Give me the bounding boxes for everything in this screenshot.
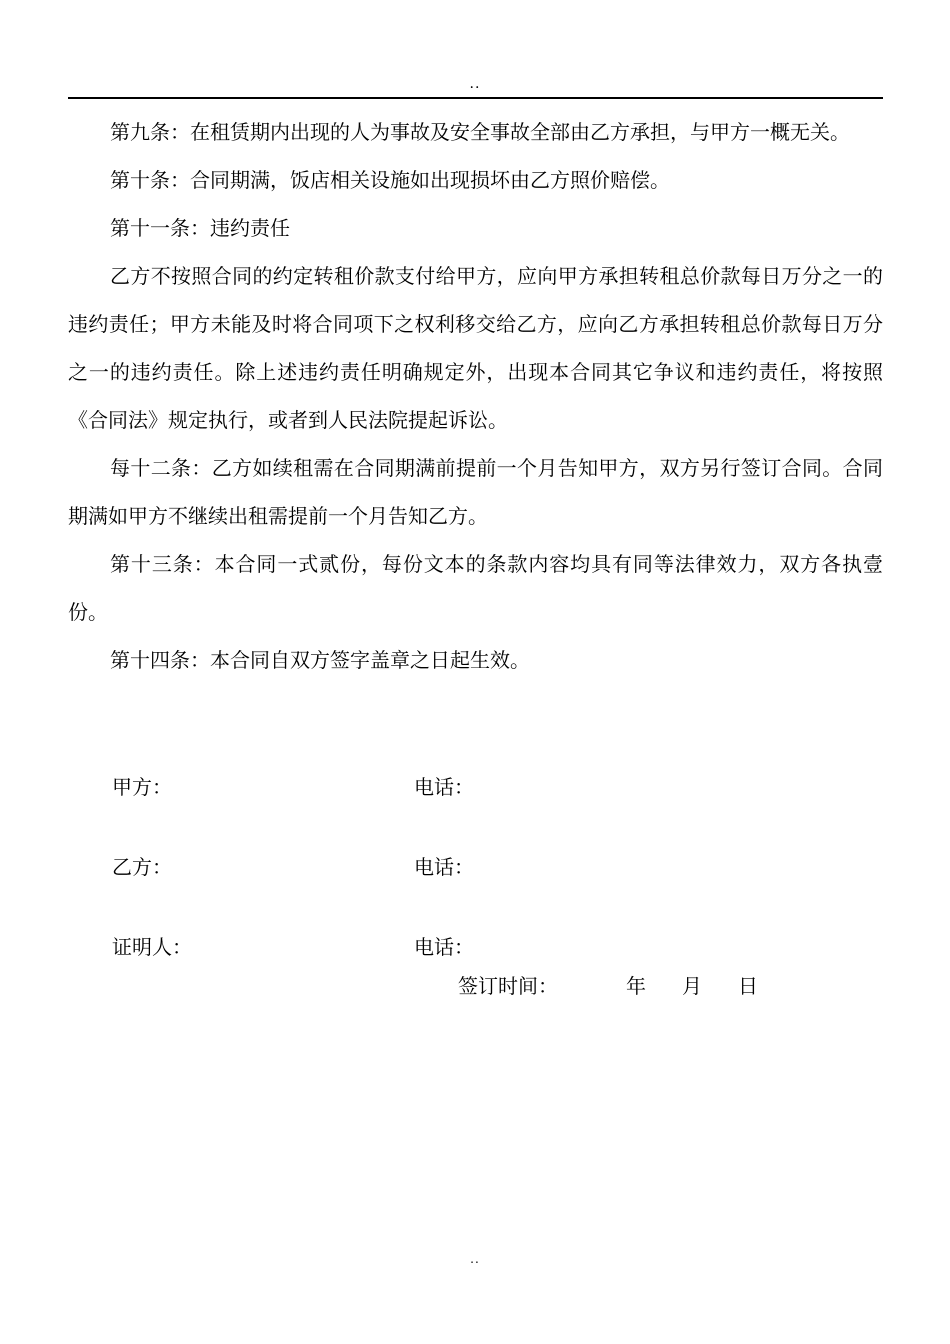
- clause-9: 第九条：在租赁期内出现的人为事故及安全事故全部由乙方承担，与甲方一概无关。: [110, 120, 850, 144]
- footer-mark: ..: [470, 1252, 480, 1266]
- sign-date-year: 年: [626, 974, 646, 998]
- clause-12: 每十二条：乙方如续租需在合同期满前提前一个月告知甲方，双方另行签订合同。合同期满如甲方不继续出租需提前一个月告知乙方。: [68, 456, 883, 528]
- witness-label: 证明人：: [112, 935, 192, 959]
- clause-14: 第十四条：本合同自双方签字盖章之日起生效。: [110, 648, 530, 672]
- party-b-label: 乙方：: [112, 855, 172, 879]
- sign-date-day: 日: [738, 974, 758, 998]
- clause-13: 第十三条：本合同一式贰份，每份文本的条款内容均具有同等法律效力，双方各执壹份。: [68, 552, 883, 624]
- sign-date-month: 月: [682, 974, 702, 998]
- sign-date-label: 签订时间：: [458, 974, 558, 998]
- witness-phone-label: 电话：: [414, 935, 474, 959]
- clause-11-title: 第十一条：违约责任: [110, 216, 290, 240]
- party-a-label: 甲方：: [112, 775, 172, 799]
- clause-10: 第十条：合同期满，饭店相关设施如出现损坏由乙方照价赔偿。: [110, 168, 670, 192]
- party-a-phone-label: 电话：: [414, 775, 474, 799]
- party-b-phone-label: 电话：: [414, 855, 474, 879]
- contract-body: [68, 108, 883, 684]
- header-rule: [68, 97, 883, 99]
- header-mark: ..: [469, 76, 481, 92]
- clause-11-body: 乙方不按照合同的约定转租价款支付给甲方，应向甲方承担转租总价款每日万分之一的违约责任；甲方未能及时将合同项下之权利移交给乙方，应向乙方承担转租总价款每日万分之一的违约责任。除上述违约责任明确规定外，出现本合同其它争议和违约责任，将按照《合同法》规定执行，或者到人民法院提起诉讼。: [68, 264, 883, 432]
